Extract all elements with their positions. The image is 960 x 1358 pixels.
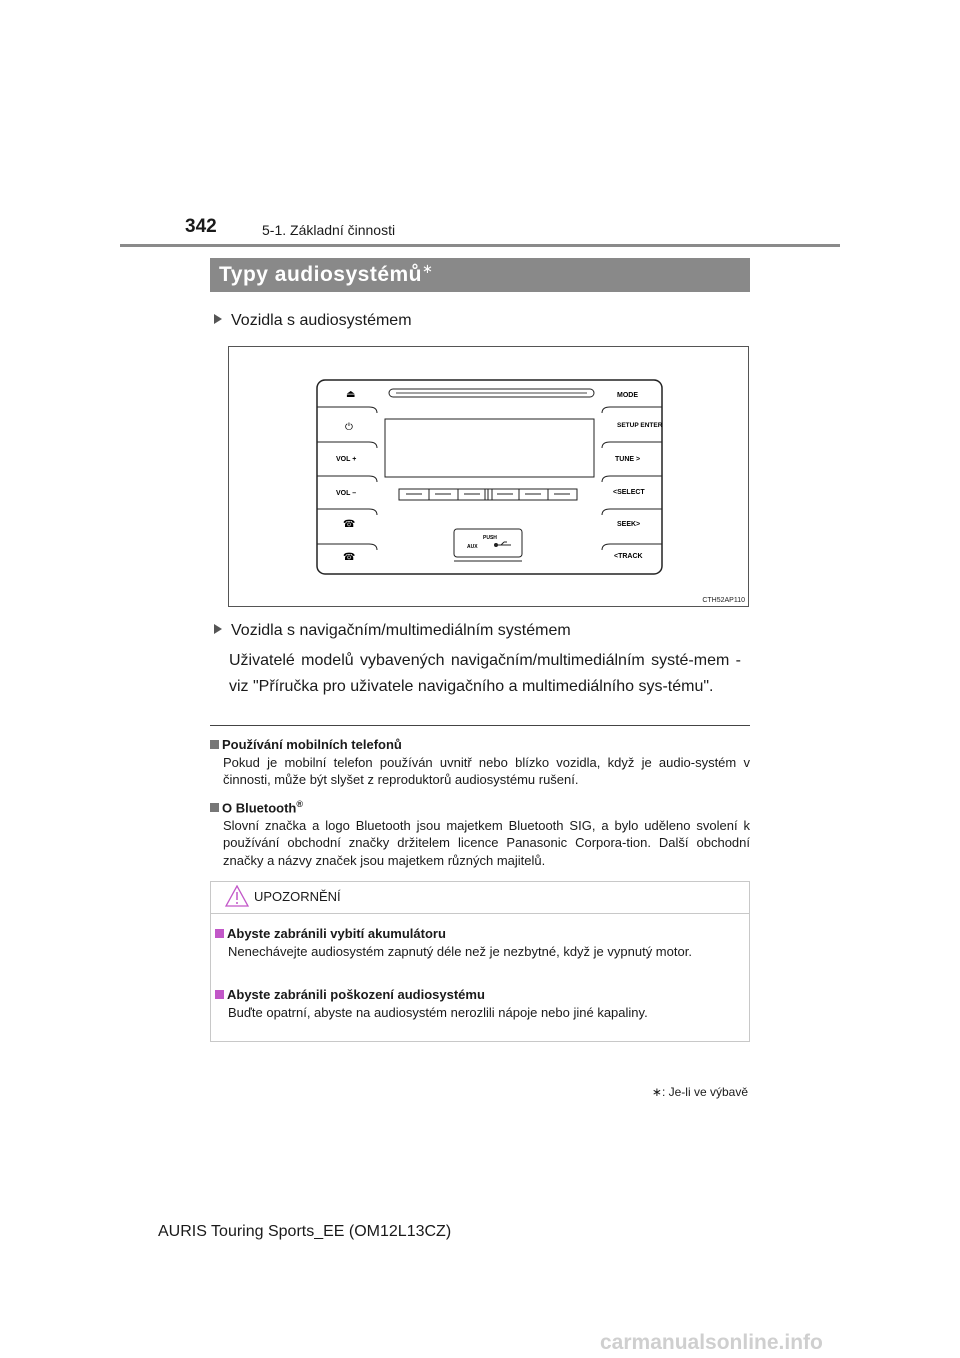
caution-item-body: Nenechávejte audiosystém zapnutý déle než je nezbytné, když je vypnutý motor. — [228, 943, 692, 959]
caution-item — [215, 925, 741, 960]
figure-code: CTH52AP110 — [702, 597, 745, 604]
vol-up-label: VOL + — [336, 456, 357, 463]
note-body: Slovní značka a logo Bluetooth jsou majetkem Bluetooth SIG, a bylo uděleno svolení k používání obchodní značky držitelem licence Panasonic Corpora-tion. Další obchodní značky a názvy značek jsou majetkem různých majitelů. — [223, 817, 750, 868]
push-label: PUSH — [483, 535, 497, 541]
triangle-bullet-icon — [214, 314, 222, 324]
note-body: Pokud je mobilní telefon používán uvnitř nebo blízko vozidla, když je audio-systém v činnosti, může být slyšet z reproduktorů audiosystému rušení. — [223, 754, 750, 787]
section-title: Typy audiosystémů∗ — [219, 261, 434, 286]
navigation-reference-paragraph: Uživatelé modelů vybavených navigačním/multimediálním systé-mem - viz "Příručka pro uživatele navigačního a multimediálního sys-tému". — [229, 652, 741, 695]
caution-item-heading: Abyste zabránili poškození audiosystému — [215, 986, 741, 1004]
header-divider — [120, 244, 840, 247]
caution-title: UPOZORNĚNÍ — [254, 889, 341, 904]
note-block — [210, 796, 750, 869]
square-bullet-icon — [210, 803, 219, 812]
watermark: carmanualsonline.info — [600, 1331, 823, 1354]
square-bullet-icon — [210, 740, 219, 749]
audio-panel-drawing — [229, 347, 748, 606]
asterisk-icon: ∗ — [651, 1085, 662, 1099]
note-heading: O Bluetooth® — [210, 796, 750, 817]
note-heading: Používání mobilních telefonů — [210, 736, 750, 754]
select-label: <SELECT — [613, 489, 645, 496]
power-icon: ⏻ — [345, 422, 353, 433]
page-number: 342 — [185, 216, 217, 237]
section-reference: 5-1. Základní činnosti — [262, 222, 396, 238]
track-label: <TRACK — [614, 553, 643, 560]
phone-hangup-icon: ☎ — [343, 552, 356, 563]
caution-box — [210, 881, 750, 1042]
section-title-band — [210, 258, 750, 292]
vol-down-label: VOL – — [336, 490, 357, 497]
aux-label: AUX — [467, 544, 478, 550]
phone-pickup-icon: ☎ — [343, 519, 356, 530]
mode-label: MODE — [617, 392, 638, 399]
seek-label: SEEK> — [617, 521, 641, 528]
footer-model: AURIS Touring Sports_EE (OM12L13CZ) — [158, 1223, 452, 1240]
bullet-item: Vozidla s audiosystémem — [214, 312, 412, 330]
caution-item — [215, 986, 741, 1021]
square-bullet-icon — [215, 990, 224, 999]
note-block — [210, 736, 750, 789]
notes-divider — [210, 725, 750, 726]
audio-unit-illustration — [228, 346, 749, 607]
caution-header — [211, 882, 749, 914]
warning-triangle-icon — [225, 885, 249, 907]
caution-item-body: Buďte opatrní, abyste na audiosystém nerozlili nápoje nebo jiné kapaliny. — [228, 1004, 648, 1020]
optional-marker: ∗ — [422, 261, 434, 276]
footnote: ∗: Je-li ve výbavě — [651, 1085, 748, 1099]
tune-label: TUNE > — [615, 456, 641, 463]
bullet-item: Vozidla s navigačním/multimediálním systémem — [214, 622, 571, 640]
eject-icon: ⏏ — [346, 389, 356, 400]
setup-enter-label: SETUP ENTER — [617, 422, 663, 429]
triangle-bullet-icon — [214, 624, 222, 634]
caution-item-heading: Abyste zabránili vybití akumulátoru — [215, 925, 741, 943]
square-bullet-icon — [215, 929, 224, 938]
